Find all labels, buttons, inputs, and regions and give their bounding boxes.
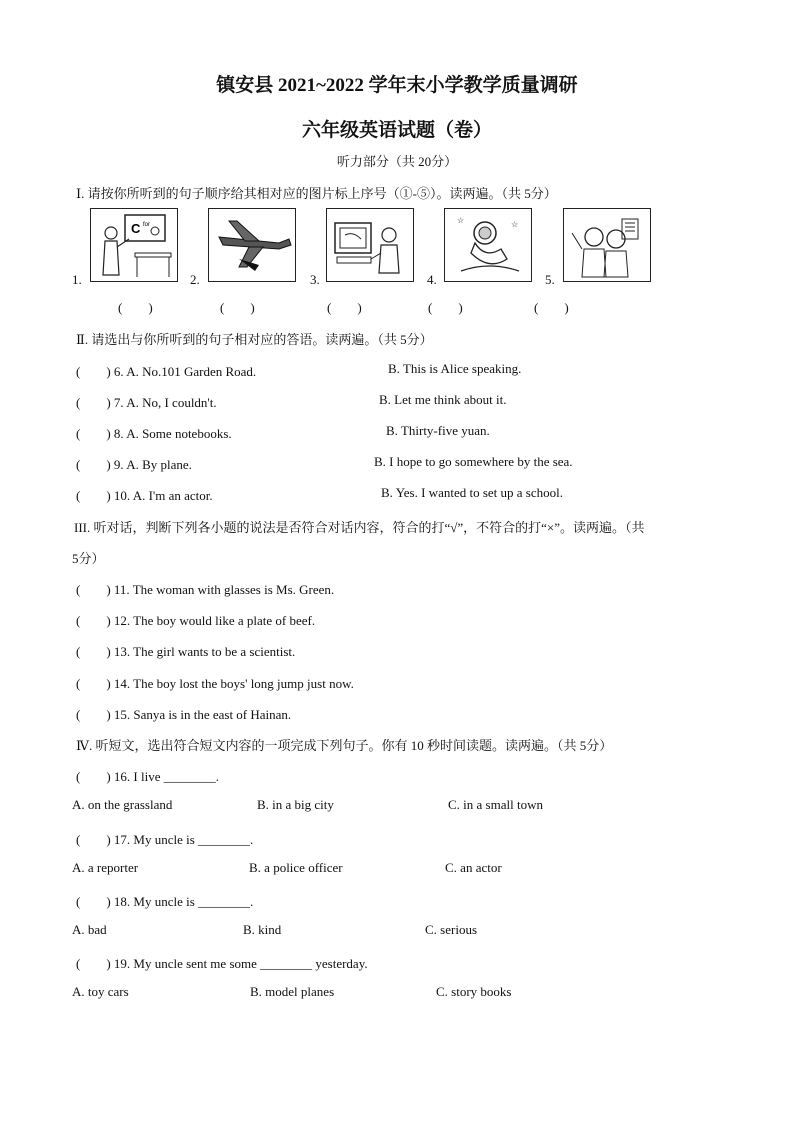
option-17c: C. an actor [445, 860, 502, 875]
question-13: ( ) 13. The girl wants to be a scientist. [76, 644, 296, 659]
section1-heading: Ⅰ. 请按你所听到的句子顺序给其相对应的图片标上序号（①-⑤）。读两遍。（共 5分） [76, 186, 557, 201]
picture-2 [208, 208, 296, 282]
option-16a: A. on the grassland [72, 797, 173, 812]
picture-3 [326, 208, 414, 282]
picture-number-3: 3. [310, 272, 320, 287]
part-label: 听力部分（共 20分） [336, 154, 458, 169]
picture-4 [444, 208, 532, 282]
question-11: ( ) 11. The woman with glasses is Ms. Green. [76, 582, 335, 597]
option-8b: B. Thirty-five yuan. [386, 423, 490, 438]
section3-heading-cont: 5分） [72, 551, 105, 566]
option-18c: C. serious [425, 922, 477, 937]
picture-number-5: 5. [545, 272, 555, 287]
question-8: ( ) 8. A. Some notebooks. [76, 426, 232, 441]
children-icon [564, 209, 650, 281]
svg-text:for: for [143, 222, 151, 228]
astronaut-icon [445, 209, 531, 281]
answer-blank-5[interactable]: ( ) [534, 300, 569, 315]
question-15: ( ) 15. Sanya is in the east of Hainan. [76, 707, 292, 722]
option-17a: A. a reporter [72, 860, 139, 875]
option-17b: B. a police officer [249, 860, 343, 875]
svg-text:C: C [131, 221, 141, 236]
option-19b: B. model planes [250, 984, 335, 999]
option-9b: B. I hope to go somewhere by the sea. [374, 454, 573, 469]
answer-blank-2[interactable]: ( ) [220, 300, 255, 315]
option-19a: A. toy cars [72, 984, 129, 999]
airplane-icon [209, 209, 295, 281]
svg-text:☆: ☆ [457, 216, 465, 225]
question-9: ( ) 9. A. By plane. [76, 457, 192, 472]
picture-number-1: 1. [72, 272, 82, 287]
section4-heading: Ⅳ. 听短文，选出符合短文内容的一项完成下列句子。你有 10 秒时间读题。读两遍。（共 5分） [76, 738, 613, 753]
question-6: ( ) 6. A. No.101 Garden Road. [76, 364, 257, 379]
question-10: ( ) 10. A. I'm an actor. [76, 488, 213, 503]
question-18: ( ) 18. My uncle is ________. [76, 894, 254, 909]
question-17: ( ) 17. My uncle is ________. [76, 832, 254, 847]
option-18b: B. kind [243, 922, 282, 937]
computer-user-icon [327, 209, 413, 281]
question-14: ( ) 14. The boy lost the boys' long jump just now. [76, 676, 354, 691]
option-16c: C. in a small town [448, 797, 543, 812]
page-title: 镇安县 2021~2022 学年末小学教学质量调研 [216, 75, 578, 96]
option-18a: A. bad [72, 922, 107, 937]
answer-blank-3[interactable]: ( ) [327, 300, 362, 315]
question-7: ( ) 7. A. No, I couldn't. [76, 395, 217, 410]
option-16b: B. in a big city [257, 797, 334, 812]
svg-text:☆: ☆ [511, 220, 519, 229]
teacher-board-icon [91, 209, 177, 281]
question-12: ( ) 12. The boy would like a plate of beef. [76, 613, 316, 628]
picture-number-4: 4. [427, 272, 437, 287]
page-subtitle: 六年级英语试题（卷） [301, 120, 492, 141]
picture-1 [90, 208, 178, 282]
section2-heading: Ⅱ. 请选出与你所听到的句子相对应的答语。读两遍。（共 5分） [76, 332, 433, 347]
question-16: ( ) 16. I live ________. [76, 769, 219, 784]
answer-blank-1[interactable]: ( ) [118, 300, 153, 315]
picture-number-2: 2. [190, 272, 200, 287]
picture-5 [563, 208, 651, 282]
option-10b: B. Yes. I wanted to set up a school. [381, 485, 563, 500]
option-6b: B. This is Alice speaking. [388, 361, 522, 376]
answer-blank-4[interactable]: ( ) [428, 300, 463, 315]
question-19: ( ) 19. My uncle sent me some ________ yesterday. [76, 956, 368, 971]
option-19c: C. story books [436, 984, 512, 999]
section3-heading: III. 听对话，判断下列各小题的说法是否符合对话内容，符合的打“√”，不符合的打“×”。读两遍。（共 [74, 520, 645, 535]
option-7b: B. Let me think about it. [379, 392, 507, 407]
